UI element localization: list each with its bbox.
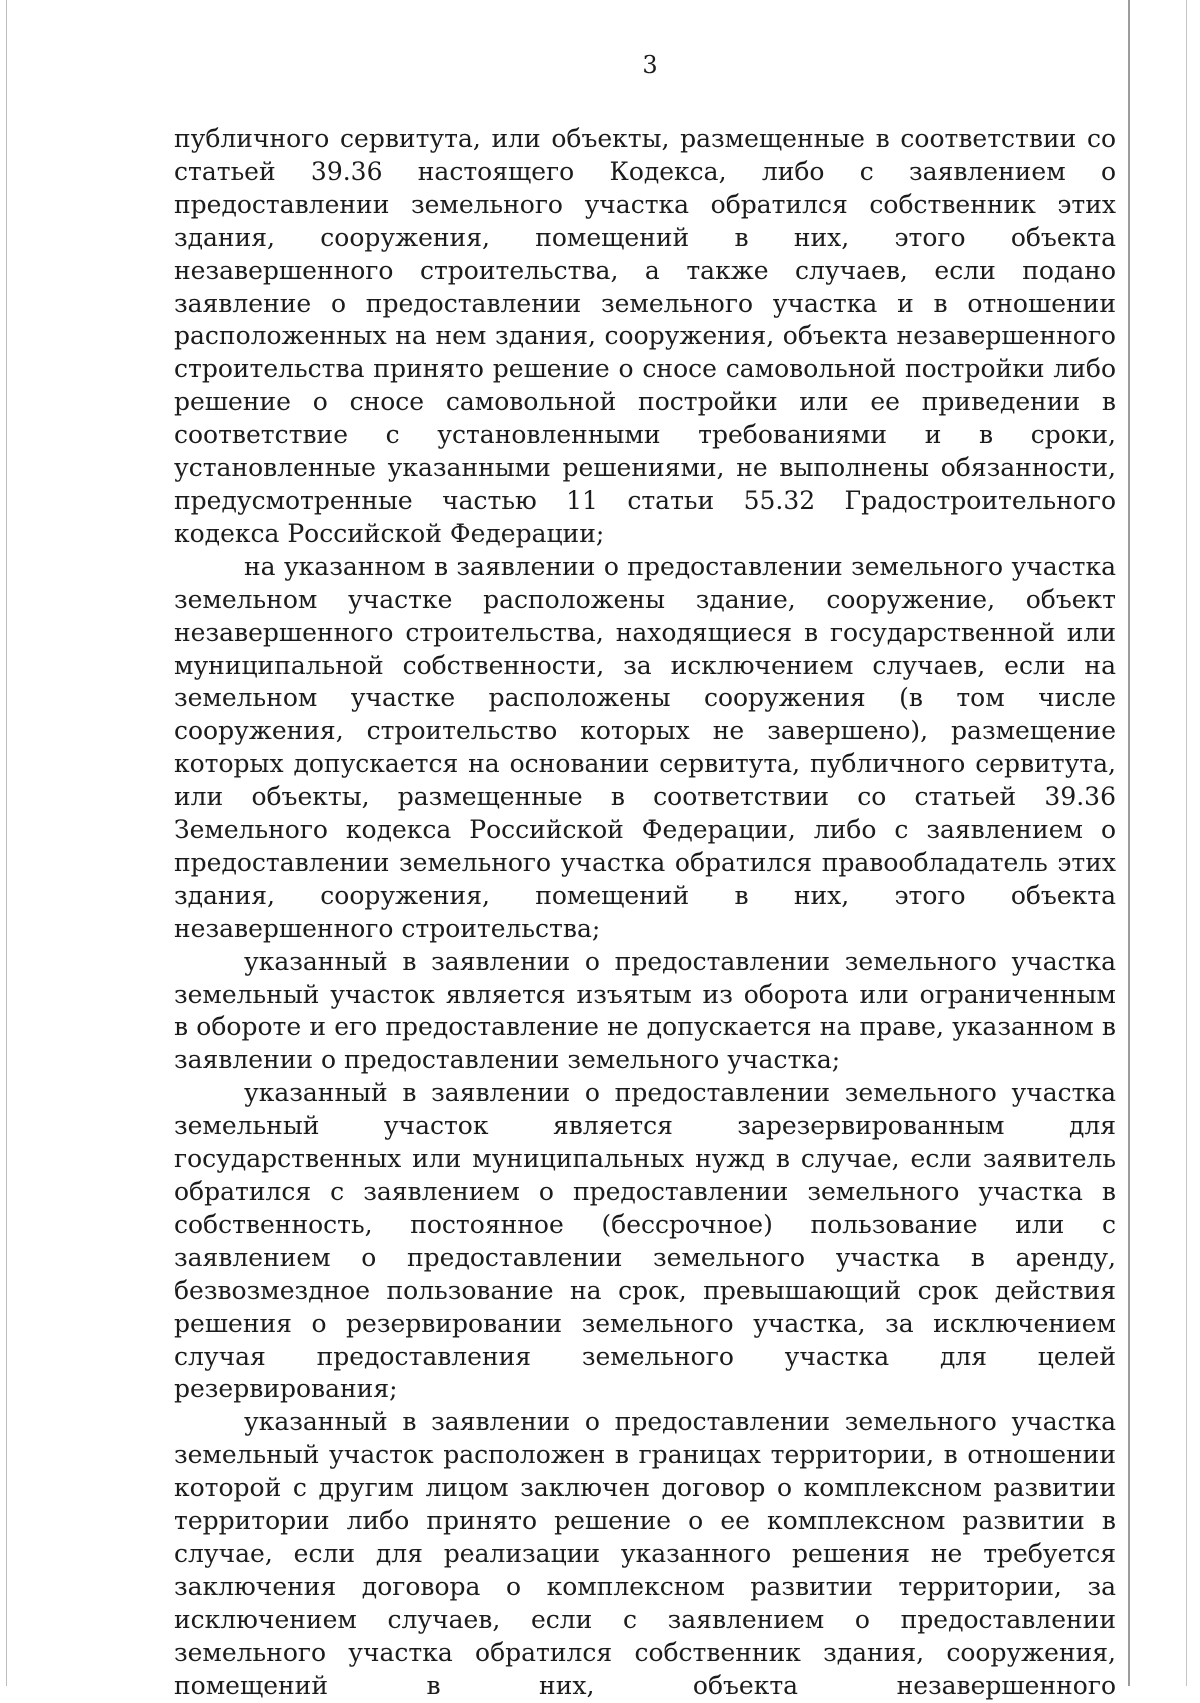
scan-edge-left: [6, 0, 7, 1686]
paragraph-continuation: публичного сервитута, или объекты, размещенные в соответствии со статьей 39.36 настоящего Кодекса, либо с заявлением о предоставлении земельного участка обратился собственник этих здания, сооружения, помещений в них, этого объекта незавершенного строительства, а также случаев, если подано заявление о предоставлении земельного участка и в отношении расположенных на нем здания, сооружения, объекта незавершенного строительства принято решение о сносе самовольной постройки либо решение о сносе самовольной постройки или ее приведении в соответствие с установленными требованиями и в сроки, установленные указанными решениями, не выполнены обязанности, предусмотренные частью 11 статьи 55.32 Градостроительного кодекса Российской Федерации;: [174, 124, 1116, 548]
scan-edge-right: [1128, 0, 1130, 1686]
page-number: 3: [642, 51, 658, 79]
paragraph-reserved-plot: указанный в заявлении о предоставлении земельного участка земельный участок является зарезервированным для государственных или муниципальных нужд в случае, если заявитель обратился с заявлением о предоставлении земельного участка в собственность, постоянное (бессрочное) пользование или с заявлением о предоставлении земельного участка в аренду, безвозмездное пользование на срок, превышающий срок действия решения о резервировании земельного участка, за исключением случая предоставления земельного участка для целей резервирования;: [174, 1078, 1116, 1404]
paragraph-complex-development: указанный в заявлении о предоставлении земельного участка земельный участок расположен в границах территории, в отношении которой с другим лицом заключен договор о комплексном развитии территории либо принято решение о ее комплексном развитии в случае, если для реализации указанного решения не требуется заключения договора о комплексном развитии территории, за исключением случаев, если с заявлением о предоставлении земельного участка обратился собственник здания, сооружения, помещений в них, объекта незавершенного: [174, 1407, 1116, 1700]
paragraph-buildings-on-plot: на указанном в заявлении о предоставлении земельного участка земельном участке расположены здание, сооружение, объект незавершенного строительства, находящиеся в государственной или муниципальной собственности, за исключением случаев, если на земельном участке расположены сооружения (в том числе сооружения, строительство которых не завершено), размещение которых допускается на основании сервитута, публичного сервитута, или объекты, размещенные в соответствии со статьей 39.36 Земельного кодекса Российской Федерации, либо с заявлением о предоставлении земельного участка обратился правообладатель этих здания, сооружения, помещений в них, этого объекта незавершенного строительства;: [174, 551, 1116, 943]
document-body: [174, 123, 1116, 1703]
paragraph-withdrawn-from-circulation: указанный в заявлении о предоставлении земельного участка земельный участок является изъятым из оборота или ограниченным в обороте и его предоставление не допускается на праве, указанном в заявлении о предоставлении земельного участка;: [174, 946, 1116, 1075]
scan-edge-right-outer: [1186, 0, 1187, 1686]
